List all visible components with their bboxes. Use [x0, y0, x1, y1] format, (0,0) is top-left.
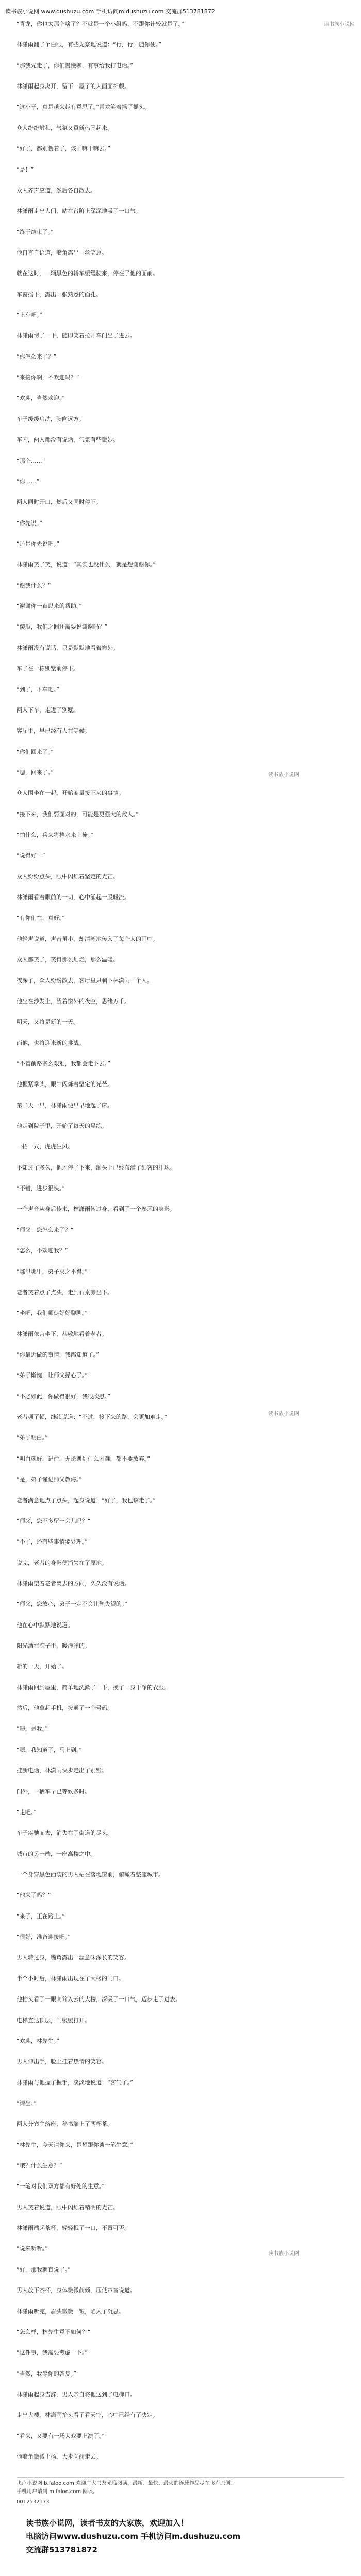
paragraph: “说来听听。”: [17, 2245, 48, 2252]
paragraph: “有你们在，真好。”: [17, 914, 65, 922]
paragraph: 众人围坐在一起，开始商量接下来的事情。: [17, 790, 124, 797]
paragraph: 他握紧拳头，眼中闪烁着坚定的光芒。: [17, 1081, 113, 1088]
paragraph: 老者满意地点了点头，起身说道：“好了，我也该走了。”: [17, 1497, 156, 1504]
paragraph: 阳光洒在院子里，暖洋洋的。: [17, 1642, 90, 1650]
paragraph: “你们回来了。”: [17, 748, 54, 755]
paragraph: 众人纷纷点头，眼中闪烁着坚定的光芒。: [17, 873, 119, 880]
paragraph: “你先说。”: [17, 519, 42, 527]
paragraph: “不管前路多么艰难，我都会走下去。”: [17, 1060, 110, 1067]
paragraph: 他抬头看了一眼高耸入云的大楼，深吸了一口气，迈步走了进去。: [17, 1996, 181, 2003]
paragraph: “谢我什么？”: [17, 582, 51, 589]
paragraph: “终于结束了。”: [17, 228, 54, 235]
paragraph: 半个小时后，林潇雨出现在了大楼的门口。: [17, 1975, 124, 1982]
paragraph: “那个……”: [17, 457, 45, 464]
paragraph: “上车吧。”: [17, 312, 42, 319]
paragraph: 城市的另一端，一座高楼之中。: [17, 1850, 96, 1857]
paragraph: “来了，正在路上。”: [17, 1912, 65, 1920]
paragraph: “一笔对我们双方都有好处的生意。”: [17, 2183, 105, 2190]
paragraph: “看来，又要有一场大戏要上演了。”: [17, 2432, 105, 2439]
paragraph: 挂断电话，林潇雨快步走出了别墅。: [17, 1767, 107, 1774]
paragraph: “走吧。”: [17, 1808, 37, 1816]
paragraph: “还是你先说吧。”: [17, 540, 59, 547]
paragraph: “你怎么来了？”: [17, 353, 57, 360]
watermark-mid-3: 读书族小说网: [268, 2251, 299, 2257]
paragraph: “这小子，真是越来越有意思了。”青龙笑着摇了摇头。: [17, 104, 150, 111]
paragraph: 两人下车，走进了别墅。: [17, 706, 79, 714]
paragraph: “很好，准备迎接吧。”: [17, 1934, 71, 1941]
paragraph: “谢谢你一直以来的帮助。”: [17, 603, 82, 610]
paragraph: “青龙，你也太那个啥了？不就是一个小组吗，不跟你计较就是了。”: [17, 21, 184, 27]
paragraph: “喂，是我。”: [17, 1725, 48, 1733]
paragraph: 林潇雨望着老者离去的方向，久久没有说话。: [17, 1580, 130, 1587]
paragraph: “是，弟子谨记师父教诲。”: [17, 1476, 82, 1483]
paragraph: 他轻声说道，声音虽小，却清晰地传入了每个人的耳中。: [17, 935, 158, 942]
paragraph: 林潇雨走出大门，站在台阶上深深地吸了一口气。: [17, 208, 141, 215]
paragraph: “怎么，不欢迎我？”: [17, 1247, 68, 1255]
paragraph: “哪里哪里，弟子求之不得。”: [17, 1268, 88, 1275]
paragraph: 林潇雨依言坐下，恭敬地看着老者。: [17, 1330, 107, 1337]
paragraph: 两人同时开口，然后又同时停下。: [17, 499, 102, 506]
paragraph: “明白就好，记住，无论遇到什么困难，都不要放弃。”: [17, 1455, 150, 1462]
paragraph: “弟子惭愧，让师父操心了。”: [17, 1372, 88, 1379]
paragraph: “到了，下车吧。”: [17, 686, 59, 693]
paragraph: 电梯直达顶层，门缓缓打开。: [17, 2016, 90, 2024]
paragraph: 车子在一栋别墅前停下。: [17, 665, 79, 672]
paragraph: 走出大楼，林潇雨抬头看了看天空，心中已经有了决定。: [17, 2412, 158, 2419]
paragraph: 众人纷纷附和，气氛又重新热闹起来。: [17, 124, 113, 131]
chapter-text: [17, 19, 344, 2472]
ad-line-2[interactable]: 电脑访问www.dushuzu.com 手机访问m.dushuzu.com: [26, 2532, 241, 2541]
paragraph: 男人转过身，嘴角露出一丝意味深长的笑容。: [17, 1954, 130, 1961]
paragraph: 而他，也将迎来新的挑战。: [17, 1039, 85, 1046]
paragraph: 林潇雨看着眼前的一切，心中涌起一股暖流。: [17, 894, 130, 901]
paragraph: 他嘴角微微上扬，大步向前走去。: [17, 2453, 102, 2461]
paragraph: 车子缓缓启动，驶向远方。: [17, 415, 85, 422]
ad-line-3: 交流群513781872: [26, 2545, 97, 2554]
paragraph: 两人分宾主落座，秘书端上了两杯茶。: [17, 2121, 113, 2128]
paragraph: 男人放下茶杯，身体微微前倾，压低声音说道。: [17, 2287, 136, 2294]
paragraph: 明天，又将是新的一天。: [17, 1019, 79, 1026]
paragraph: 然后，他拿起手机，拨通了一个号码。: [17, 1705, 113, 1712]
paragraph: “师父！您怎么来了？”: [17, 1226, 74, 1233]
paragraph: 说完，老者的身影便消失在了原地。: [17, 1559, 107, 1566]
paragraph: “说得好！”: [17, 852, 45, 859]
paragraph: “不必如此，你做得很好，我很欣慰。”: [17, 1393, 110, 1400]
paragraph: “林先生，今天请你来，是想跟你谈一笔生意。”: [17, 2141, 133, 2148]
paragraph: “是！”: [17, 166, 34, 173]
paragraph: “来接你啊，不欢迎吗？”: [17, 374, 79, 381]
paragraph: 林潇雨笑了笑，说道：“其实也没什么，就是想谢谢你。”: [17, 561, 156, 568]
ad-line-1: 读书族小说网，读者书友的大家族，欢迎加入！: [26, 2518, 189, 2528]
paragraph: 林潇雨与他握了握手，淡淡地说道：“客气了。”: [17, 2079, 133, 2086]
paragraph: 就在这时，一辆黑色的轿车缓缓驶来，停在了他的面前。: [17, 270, 158, 277]
paragraph: “不错，进步很快。”: [17, 1185, 65, 1192]
paragraph: “弟子明白。”: [17, 1434, 48, 1442]
paragraph: “当然，我等你的答复。”: [17, 2370, 76, 2377]
paragraph: 林潇雨起身告辞，男人亲自将他送到了电梯口。: [17, 2391, 136, 2398]
paragraph: 一个声音从身后传来，林潇雨转过身，看到了一个熟悉的身影。: [17, 1206, 175, 1213]
paragraph: 客厅里，早已经有人在等候。: [17, 727, 90, 735]
paragraph: 林潇雨翻了个白眼，有些无奈地说道：“行，行，随你便。”: [17, 41, 161, 48]
paragraph: “师父，您放心，弟子一定不会让您失望的。”: [17, 1601, 127, 1608]
paragraph: 他坐在沙发上，望着窗外的夜空，思绪万千。: [17, 997, 130, 1005]
paragraph: 新的一天，开始了。: [17, 1663, 68, 1670]
paragraph: 众人齐声应道，然后各自散去。: [17, 187, 96, 194]
watermark-mid-2: 读书族小说网: [268, 1411, 299, 1417]
paragraph: 老者笑着点了点头，走到石桌旁坐下。: [17, 1289, 113, 1296]
paragraph: 他自言自语道，嘴角露出一丝笑意。: [17, 249, 107, 256]
paragraph: “欢迎，当然欢迎。”: [17, 395, 65, 402]
paragraph: 车窗摇下，露出一张熟悉的面孔。: [17, 291, 102, 298]
paragraph: “傻瓜，我们之间还需要说谢谢吗？”: [17, 623, 108, 631]
paragraph: “这件事，我需要考虑一下。”: [17, 2349, 88, 2357]
page-header: 读书族小说网 www.dushuzu.com 手机访问m.dushuzu.com 交流群513781872: [5, 8, 215, 15]
paragraph: 他走到院子里，开始了每天的晨练。: [17, 1123, 107, 1130]
footer-line-2: 手机用户请到 m.faloo.com 阅读。: [17, 2489, 99, 2495]
paragraph: 林潇雨没有说话，只是默默地看着窗外。: [17, 644, 119, 651]
paragraph: 林潇雨回到屋里，简单地洗漱了一下，换了一身干净的衣服。: [17, 1684, 170, 1691]
paragraph: 不知过了多久，他才停了下来，额头上已经布满了细密的汗珠。: [17, 1164, 175, 1171]
footer-divider: [17, 2477, 344, 2478]
paragraph: 林潇雨听完，眉头微微一皱，陷入了沉思。: [17, 2308, 124, 2315]
paragraph: “哦？什么生意？”: [17, 2162, 62, 2170]
paragraph: “好，那我就直说了。”: [17, 2266, 71, 2273]
paragraph: “嗯，回来了。”: [17, 769, 54, 776]
paragraph: 众人都笑了，笑得那么灿烂，那么温暖。: [17, 956, 119, 963]
site-ad: [26, 2516, 335, 2556]
page-marker: 0012532173: [17, 2499, 50, 2505]
paragraph: “好了，都别愣着了，该干嘛干嘛去。”: [17, 145, 110, 152]
paragraph: 林潇雨愣了一下，随即笑着拉开车门坐了进去。: [17, 332, 136, 340]
paragraph: “欢迎，林先生。”: [17, 2037, 59, 2044]
paragraph: 林潇雨起身离开，留下一屋子的人面面相觑。: [17, 83, 130, 90]
paragraph: 车子疾驰而去，消失在了街道的尽头。: [17, 1829, 113, 1837]
paragraph: “你最近做的事情，我都知道了。”: [17, 1351, 99, 1358]
paragraph: “怕什么，兵来将挡水来土掩。”: [17, 832, 93, 839]
footer-line-1: 飞卢小说网 b.faloo.com 欢迎广大书友光临阅读，最新、最快、最火的连载作品尽在飞卢原创！: [17, 2481, 236, 2486]
paragraph: “怎么样，林先生意下如何？”: [17, 2328, 91, 2335]
paragraph: 林潇雨端起茶杯，轻轻抿了一口，不置可否。: [17, 2225, 130, 2232]
paragraph: “那我先走了，你们慢慢聊，有事给我打电话。”: [17, 62, 133, 69]
paragraph: “你……”: [17, 478, 40, 485]
watermark-top: 读书族小说网: [324, 22, 355, 27]
watermark-mid-1: 读书族小说网: [268, 772, 299, 778]
paragraph: “不了，还有些事情要处理。”: [17, 1538, 88, 1546]
paragraph: “接下来，我们要面对的，可能是更强大的敌人。”: [17, 810, 139, 818]
paragraph: 门外，一辆车早已等候多时。: [17, 1788, 90, 1795]
paragraph: 夜深了，众人纷纷散去，客厅里只剩下林潇雨一个人。: [17, 977, 153, 984]
paragraph: 老者顿了顿，继续说道：“不过，接下来的路，会更加难走。”: [17, 1414, 167, 1421]
paragraph: 车内，两人都没有说话，气氛有些微妙。: [17, 436, 119, 444]
paragraph: 一个身穿黑色西装的男人站在落地窗前，俯瞰着整座城市。: [17, 1871, 164, 1878]
paragraph: “坐吧，我们师徒好好聊聊。”: [17, 1310, 88, 1317]
paragraph: “请坐。”: [17, 2099, 37, 2107]
paragraph: 他在心中默默地说道。: [17, 1621, 73, 1629]
paragraph: 一招一式，虎虎生风。: [17, 1143, 73, 1150]
paragraph: “他来了吗？”: [17, 1892, 51, 1899]
paragraph: “嗯，我知道了，马上到。”: [17, 1746, 82, 1753]
paragraph: “师父，您不多留一会儿吗？”: [17, 1517, 91, 1524]
paragraph: 男人笑着说道，眼中闪烁着精明的光芒。: [17, 2204, 119, 2211]
paragraph: 第二天一早，林潇雨便早早地起了床。: [17, 1101, 113, 1109]
paragraph: 男人伸出手，脸上挂着热情的笑容。: [17, 2058, 107, 2065]
